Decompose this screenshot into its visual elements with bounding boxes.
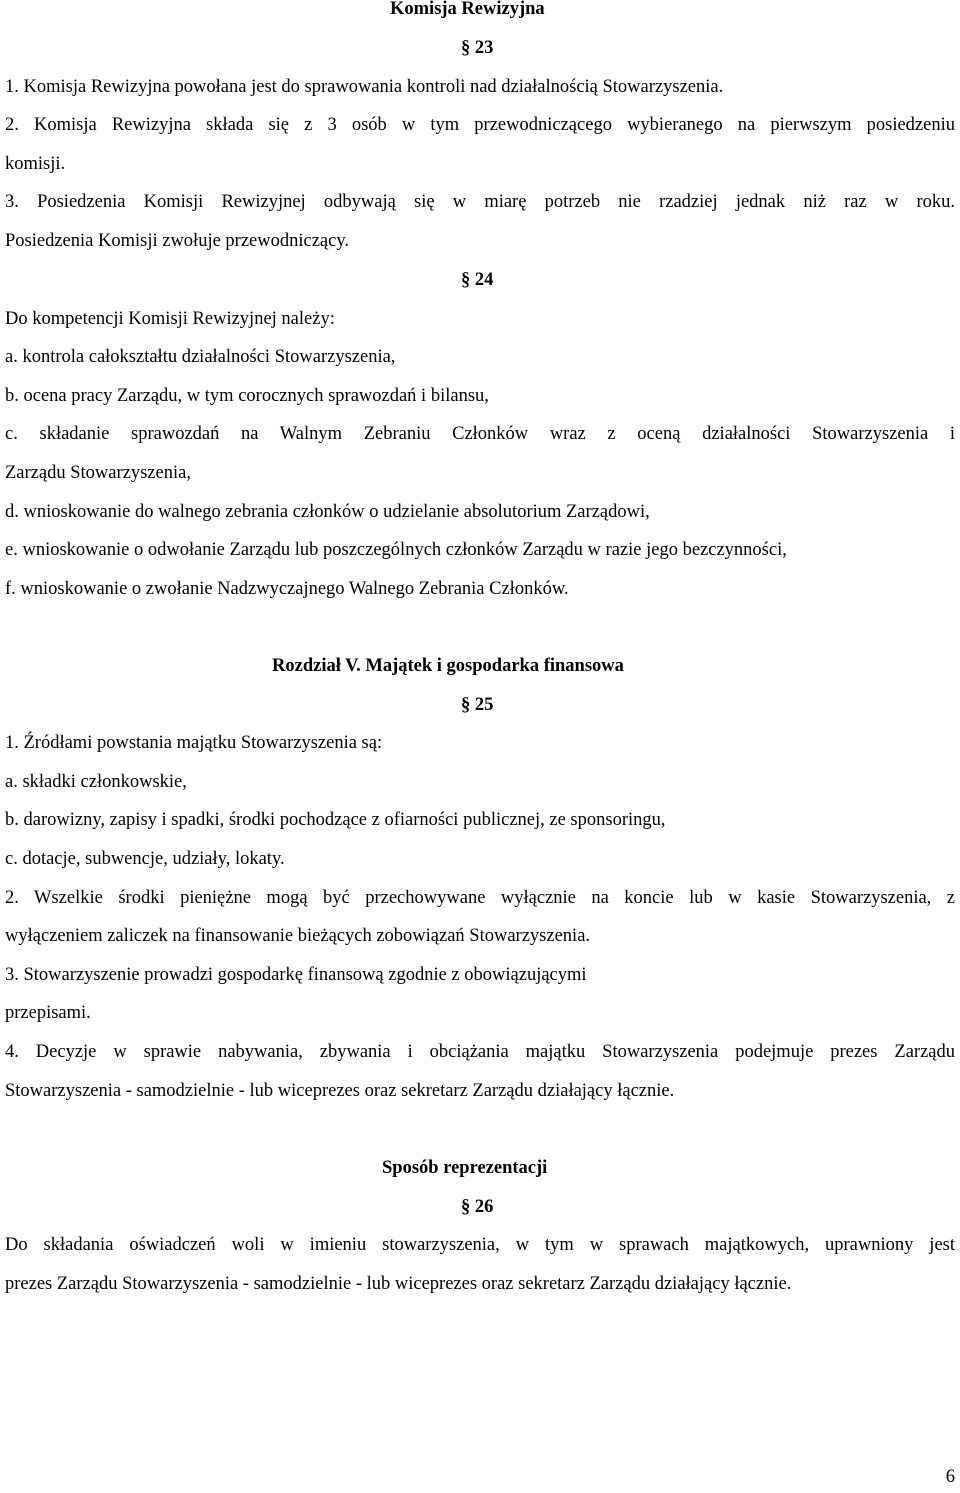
text-line: Zarządu Stowarzyszenia, bbox=[5, 463, 191, 483]
text-line: 4. Decyzje w sprawie nabywania, zbywania i obciążania majątku Stowarzyszenia podejmuje prezes Zarządu bbox=[5, 1042, 955, 1062]
list-item: a. składki członkowskie, bbox=[5, 772, 187, 792]
section-heading-majatek: Rozdział V. Majątek i gospodarka finansowa bbox=[272, 656, 624, 676]
list-item: c. dotacje, subwencje, udziały, lokaty. bbox=[5, 849, 285, 869]
text-line: 1. Komisja Rewizyjna powołana jest do sprawowania kontroli nad działalnością Stowarzyszenia. bbox=[5, 77, 724, 97]
section-heading-komisja: Komisja Rewizyjna bbox=[390, 0, 545, 19]
page-number: 6 bbox=[945, 1467, 955, 1487]
text-line: 2. Wszelkie środki pieniężne mogą być przechowywane wyłącznie na koncie lub w kasie Stowarzyszenia, z bbox=[5, 888, 955, 908]
text-line: przepisami. bbox=[5, 1003, 91, 1023]
text-line: prezes Zarządu Stowarzyszenia - samodzielnie - lub wiceprezes oraz sekretarz Zarządu działający łącznie. bbox=[5, 1274, 792, 1294]
text-line: 1. Źródłami powstania majątku Stowarzyszenia są: bbox=[5, 733, 383, 753]
text-line: 2. Komisja Rewizyjna składa się z 3 osób w tym przewodniczącego wybieranego na pierwszym posiedzeniu bbox=[5, 115, 955, 135]
paragraph-number-24: § 24 bbox=[461, 270, 494, 290]
text-line: komisji. bbox=[5, 154, 66, 174]
list-item: b. ocena pracy Zarządu, w tym corocznych sprawozdań i bilansu, bbox=[5, 386, 489, 406]
list-item: a. kontrola całokształtu działalności Stowarzyszenia, bbox=[5, 347, 396, 367]
text-line: 3. Stowarzyszenie prowadzi gospodarkę finansową zgodnie z obowiązującymi bbox=[5, 965, 587, 985]
section-heading-reprezentacja: Sposób reprezentacji bbox=[382, 1158, 548, 1178]
list-item: e. wnioskowanie o odwołanie Zarządu lub poszczególnych członków Zarządu w razie jego bezczynności, bbox=[5, 540, 787, 560]
list-item: f. wnioskowanie o zwołanie Nadzwyczajnego Walnego Zebrania Członków. bbox=[5, 579, 569, 599]
text-line: 3. Posiedzenia Komisji Rewizyjnej odbywają się w miarę potrzeb nie rzadziej jednak niż raz w roku. bbox=[5, 192, 955, 212]
text-line: Posiedzenia Komisji zwołuje przewodniczący. bbox=[5, 231, 350, 251]
list-item: d. wnioskowanie do walnego zebrania członków o udzielanie absolutorium Zarządowi, bbox=[5, 502, 650, 522]
text-line: wyłączeniem zaliczek na finansowanie bieżących zobowiązań Stowarzyszenia. bbox=[5, 926, 591, 946]
list-item: c. składanie sprawozdań na Walnym Zebraniu Członków wraz z oceną działalności Stowarzyszenia i bbox=[5, 424, 955, 444]
paragraph-number-23: § 23 bbox=[461, 38, 494, 58]
paragraph-number-25: § 25 bbox=[461, 695, 494, 715]
text-line: Do kompetencji Komisji Rewizyjnej należy: bbox=[5, 309, 335, 329]
list-item: b. darowizny, zapisy i spadki, środki pochodzące z ofiarności publicznej, ze sponsoringu, bbox=[5, 810, 666, 830]
text-line: Stowarzyszenia - samodzielnie - lub wiceprezes oraz sekretarz Zarządu działający łącznie. bbox=[5, 1081, 675, 1101]
paragraph-number-26: § 26 bbox=[461, 1197, 494, 1217]
text-line: Do składania oświadczeń woli w imieniu stowarzyszenia, w tym w sprawach majątkowych, uprawniony jest bbox=[5, 1235, 955, 1255]
